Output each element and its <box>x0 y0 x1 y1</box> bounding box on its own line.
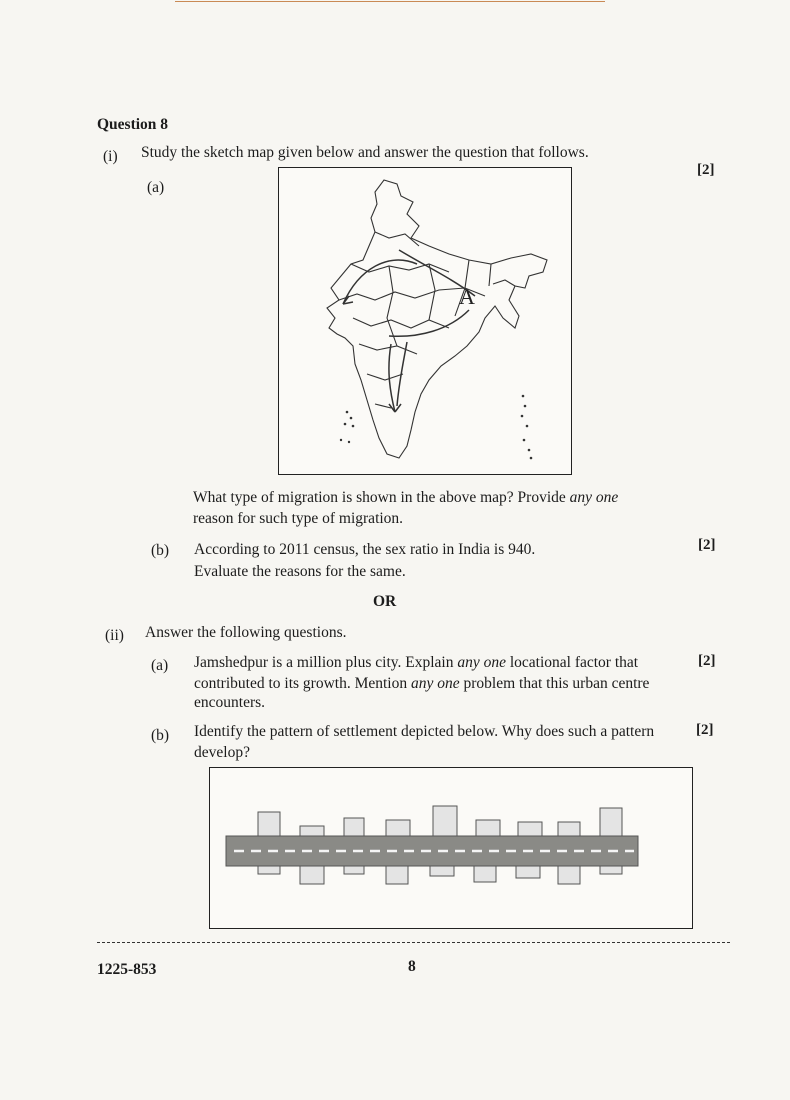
question-ii-a-line2: contributed to its growth. Mention any one problem that this urban centre <box>194 675 650 692</box>
footer-separator <box>97 942 730 943</box>
question-i-a-line2: reason for such type of migration. <box>193 510 404 527</box>
question-ii-a-line1: Jamshedpur is a million plus city. Explain any one locational factor that <box>194 654 639 671</box>
house <box>300 864 324 884</box>
question-i-a-line1: What type of migration is shown in the above map? Provide any one <box>193 489 619 506</box>
house <box>258 812 280 838</box>
question-ii-b-line2: develop? <box>194 744 250 761</box>
marks-i-b: [2] <box>698 537 716 553</box>
house <box>476 820 500 838</box>
marks-ii-b: [2] <box>696 722 714 738</box>
house <box>344 818 364 838</box>
house <box>474 864 496 882</box>
house <box>558 864 580 884</box>
house <box>386 864 408 884</box>
or-divider: OR <box>373 593 397 610</box>
part-ii-sub-b-label: (b) <box>151 727 170 744</box>
house <box>433 806 457 838</box>
marks-ii-a: [2] <box>698 653 716 669</box>
india-outline-map <box>279 168 571 474</box>
part-i-instruction: Study the sketch map given below and answer the question that follows. <box>141 144 589 161</box>
page-number: 8 <box>408 958 416 975</box>
sub-a-label: (a) <box>147 179 165 196</box>
sub-b-label: (b) <box>151 542 170 559</box>
settlement-diagram <box>209 767 693 929</box>
part-i-label: (i) <box>103 148 118 165</box>
house <box>386 820 410 838</box>
sketch-map <box>278 167 572 475</box>
map-marker-label: A <box>459 284 475 309</box>
house <box>600 808 622 838</box>
question-i-b-line2: Evaluate the reasons for the same. <box>194 563 406 580</box>
marks-i-a: [2] <box>697 162 715 178</box>
part-ii-label: (ii) <box>105 627 124 644</box>
india-boundary <box>327 180 547 458</box>
question-ii-b-line1: Identify the pattern of settlement depicted below. Why does such a pattern <box>194 723 655 740</box>
top-edge-line <box>175 1 605 2</box>
question-title: Question 8 <box>97 116 169 133</box>
paper-code: 1225-853 <box>97 961 157 978</box>
part-ii-instruction: Answer the following questions. <box>145 624 347 641</box>
question-i-b-line1: According to 2011 census, the sex ratio in India is 940. <box>194 541 536 558</box>
linear-settlement-sketch <box>210 768 692 928</box>
part-ii-sub-a-label: (a) <box>151 657 169 674</box>
question-ii-a-line3: encounters. <box>194 694 266 711</box>
